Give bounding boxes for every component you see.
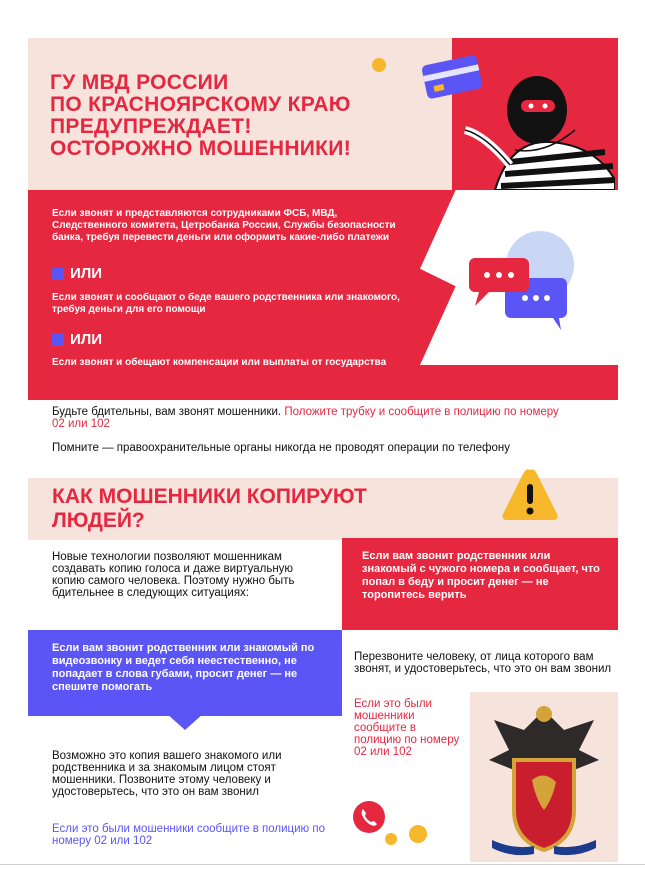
warning-item-2: Если звонят и сообщают о беде вашего родственника или знакомого, требуя деньги для его помощи — [52, 292, 400, 315]
or-divider-1: ИЛИ — [52, 265, 102, 282]
thief-illustration — [455, 70, 615, 190]
warning-triangle-icon — [500, 466, 560, 524]
copy-warning-text: Возможно это копия вашего знакомого или родственника и за знакомым лицом стоят мошенники. Позвоните этому человеку и удостоверьтесь, что это он вам звонил — [52, 750, 282, 798]
coin-icon — [409, 825, 427, 843]
chat-bubbles-icon — [465, 230, 585, 340]
page-title: ГУ МВД РОССИИ ПО КРАСНОЯРСКОМУ КРАЮ ПРЕДУПРЕЖДАЕТ! ОСТОРОЖНО МОШЕННИКИ! — [50, 71, 351, 160]
advice-paragraph-1: Будьте бдительны, вам звонят мошенники. Положите трубку и сообщите в полицию по номеру 02 или 102 — [52, 406, 559, 430]
situation-red-text: Если вам звонит родственник или знакомый с чужого номера и сообщает, что попал в беду и просит денег — не торопитесь верить — [362, 550, 600, 601]
report-police-left: Если это были мошенники сообщите в полицию по номеру 02 или 102 — [52, 823, 325, 847]
police-emblem-icon — [484, 700, 604, 860]
bullet-square-icon — [52, 334, 64, 346]
warning-item-1: Если звонят и представляются сотрудниками ФСБ, МВД, Следственного комитета, Цетробанка России, Службы безопасности банка, требуя перевести деньги или оформить какие-либо платежи — [52, 208, 396, 243]
warning-item-3: Если звонят и обещают компенсации или выплаты от государства — [52, 357, 387, 368]
coin-icon — [372, 58, 386, 72]
bottom-divider — [0, 864, 645, 865]
bullet-square-icon — [52, 268, 64, 280]
or-divider-2: ИЛИ — [52, 331, 102, 348]
callback-advice: Перезвоните человеку, от лица которого вам звонят, и удостоверьтесь, что это он вам звонил — [354, 651, 612, 675]
report-police-right: Если это были мошенники сообщите в полицию по номеру 02 или 102 — [354, 698, 460, 758]
coin-icon — [385, 833, 397, 845]
advice-paragraph-2: Помните — правоохранительные органы никогда не проводят операции по телефону — [52, 442, 511, 454]
situation-blue-text: Если вам звонит родственник или знакомый по видеозвонку и ведет себя неестественно, не попадает в слова губами, просит денег — не спешите помогать — [52, 642, 315, 693]
section-title: КАК МОШЕННИКИ КОПИРУЮТ ЛЮДЕЙ? — [52, 485, 367, 532]
section-intro: Новые технологии позволяют мошенникам создавать копию голоса и даже виртуальную копию самого человека. Поэтому нужно быть бдительнее в следующих ситуациях: — [52, 551, 295, 599]
phone-icon — [352, 800, 386, 834]
